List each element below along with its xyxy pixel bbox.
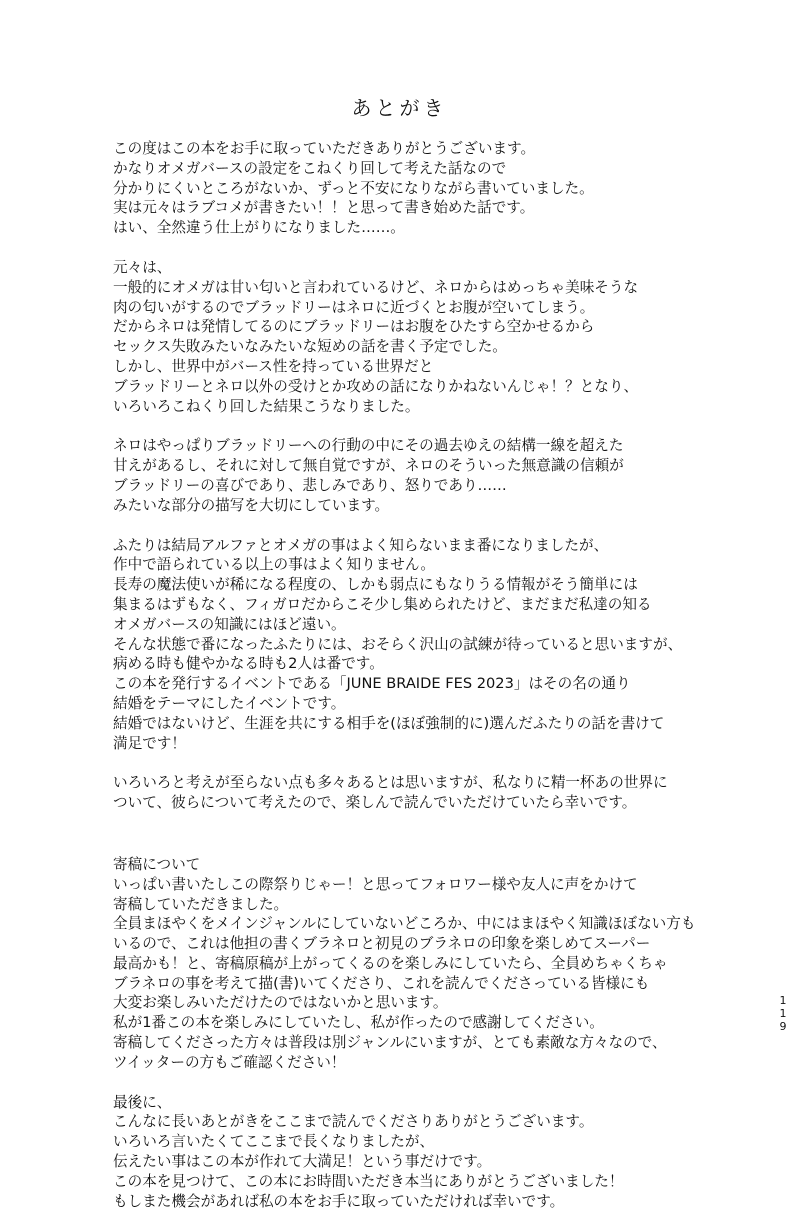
text-line: この度はこの本をお手に取っていただきありがとうございます。 [113, 140, 536, 157]
paragraph-gap [113, 238, 713, 258]
text-line: 結婚ではないけど、生涯を共にする相手を(ほぼ強制的に)選んだふたりの話を書けて [113, 714, 665, 732]
text-line: 寄稿してくださった方々は普段は別ジャンルにいますが、とても素敵な方々なので、 [113, 1034, 667, 1052]
text-line: そんな状態で番になったふたりには、おそらく沢山の試練が待っていると思いますが、 [113, 635, 683, 653]
afterword-body [113, 139, 713, 1211]
text-line: かなりオメガバースの設定をこねくり回して考えた話なので [113, 159, 507, 177]
text-line: 寄稿していただきました。 [113, 895, 289, 913]
text-line: 伝えたい事はこの本が作れて大満足！という事だけです。 [113, 1153, 492, 1171]
text-line: この本を見つけて、この本にお時間いただき本当にありがとうございました！ [113, 1172, 624, 1190]
text-line: 長寿の魔法使いが稀になる程度の、しかも弱点にもなりうる情報がそう簡単には [113, 576, 638, 594]
text-line: 最後に、 [113, 1093, 172, 1111]
paragraph-nero [113, 436, 713, 515]
page-number-digit: 1 [779, 1007, 787, 1020]
text-line: 私が1番この本を楽しみにしていたし、私が作ったので感謝してください。 [113, 1014, 604, 1032]
text-line: みたいな部分の描写を大切にしています。 [113, 496, 390, 514]
text-line: 寄稿について [113, 855, 201, 873]
paragraph-gap [113, 416, 713, 436]
paragraph-contributions [113, 855, 713, 1073]
paragraph-gap [113, 1073, 713, 1093]
paragraph-closing [113, 1093, 713, 1211]
paragraph-gap [113, 753, 713, 773]
paragraph-gap [113, 516, 713, 536]
text-line: ブラッドリーの喜びであり、悲しみであり、怒りであり…… [113, 476, 507, 494]
text-line: オメガバースの知識にはほど遠い。 [113, 615, 346, 633]
text-line: ついて、彼らについて考えたので、楽しんで読んでいただけていたら幸いです。 [113, 794, 637, 812]
text-line: 最高かも！と、寄稿原稿が上がってくるのを楽しみにしていたら、全員めちゃくちゃ [113, 954, 668, 972]
text-line: ブラッドリーとネロ以外の受けとか攻めの話になりかねないんじゃ！？となり、 [113, 377, 639, 395]
text-line: 大変お楽しみいただけたのではないかと思います。 [113, 994, 448, 1012]
text-line: いるので、これは他担の書くブラネロと初見のブラネロの印象を楽しめてスーパー [113, 935, 651, 953]
text-line: しかし、世界中がバース性を持っている世界だと [113, 357, 434, 375]
text-line: いろいろと考えが至らない点も多々あるとは思いますが、私なりに精一杯あの世界に [113, 774, 668, 792]
text-line: 満足です！ [113, 734, 186, 752]
text-line: ネロはやっぱりブラッドリーへの行動の中にその過去ゆえの結構一線を超えた [113, 437, 624, 455]
text-line: セックス失敗みたいなみたいな短めの話を書く予定でした。 [113, 338, 507, 356]
text-line: ツイッターの方もご確認ください！ [113, 1053, 346, 1071]
text-line: 結婚をテーマにしたイベントです。 [113, 694, 346, 712]
paragraph-origin [113, 258, 713, 416]
text-line: はい、全然違う仕上がりになりました……。 [113, 219, 405, 237]
text-line: 甘えがあるし、それに対して無自覚ですが、ネロのそういった無意識の信頼が [113, 457, 624, 475]
paragraph-gap [113, 813, 713, 855]
page-title: あとがき [351, 96, 448, 120]
text-line: ブラネロの事を考えて描(書)いてくださり、これを読んでくださっている皆様にも [113, 974, 650, 992]
text-line: だからネロは発情してるのにブラッドリーはお腹をひたすら空かせるから [113, 318, 595, 336]
text-line: 肉の匂いがするのでブラッドリーはネロに近づくとお腹が空いてしまう。 [113, 298, 595, 316]
paragraph-greeting [113, 139, 713, 238]
text-line: ふたりは結局アルファとオメガの事はよく知らないまま番になりましたが、 [113, 536, 609, 554]
page-number [776, 994, 790, 1033]
text-line: 分かりにくいところがないか、ずっと不安になりながら書いていました。 [113, 179, 594, 197]
text-line: 病める時も健やかなる時も2人は番です。 [113, 655, 384, 673]
text-line: 全員まほやくをメインジャンルにしていないどころか、中にはまほやく知識ほぼない方も [113, 915, 696, 933]
text-line: 作中で語られている以上の事はよく知りません。 [113, 556, 435, 574]
text-line: 元々は、 [113, 258, 172, 276]
page-number-digit: 9 [779, 1020, 787, 1033]
text-line: 集まるはずもなく、フィガロだからこそ少し集められたけど、まだまだ私達の知る [113, 595, 652, 613]
page-number-digit: 1 [779, 994, 787, 1007]
text-line: 実は元々はラブコメが書きたい！！と思って書き始めた話です。 [113, 199, 535, 217]
text-line: いっぱい書いたしこの際祭りじゃー！と思ってフォロワー様や友人に声をかけて [113, 875, 638, 893]
text-line: この本を発行するイベントである「JUNE BRAIDE FES 2023」はその名の通り [113, 675, 631, 693]
text-line: もしまた機会があれば私の本をお手に取っていただければ幸いです。 [113, 1192, 565, 1210]
text-line: いろいろ言いたくてここまで長くなりましたが、 [113, 1133, 435, 1151]
paragraph-thanks-reading [113, 773, 713, 813]
text-line: 一般的にオメガは甘い匂いと言われているけど、ネロからはめっちゃ美味そうな [113, 278, 639, 296]
text-line: こんなに長いあとがきをここまで読んでくださりありがとうございます。 [113, 1113, 594, 1131]
paragraph-couple [113, 536, 713, 754]
text-line: いろいろこねくり回した結果こうなりました。 [113, 397, 420, 415]
